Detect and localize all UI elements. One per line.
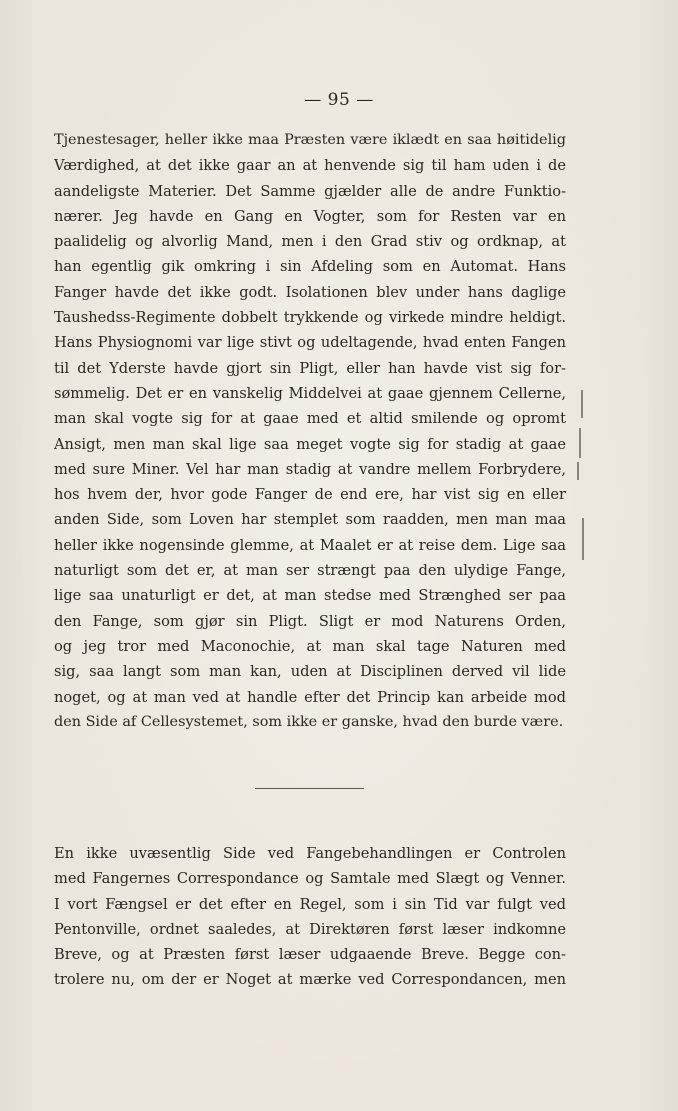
text-line: Hans Physiognomi var lige stivt og udeltagende, hvad enten Fangen: [54, 334, 566, 352]
text-line: trolere nu, om der er Noget at mærke ved Correspondancen, men: [54, 971, 566, 989]
text-line: med sure Miner. Vel har man stadig at vandre mellem Forbrydere,: [54, 460, 566, 478]
text-line: til det Yderste havde gjort sin Pligt, eller han havde vist sig for-: [54, 359, 566, 377]
text-line: man skal vogte sig for at gaae med et altid smilende og opromt: [54, 410, 566, 428]
text-line: aandeligste Materier. Det Samme gjælder alle de andre Funktio-: [54, 182, 566, 200]
text-line: med Fangernes Correspondance og Samtale med Slægt og Venner.: [54, 870, 566, 888]
text-line: den Side af Cellesystemet, som ikke er ganske, hvad den burde være.: [54, 713, 564, 730]
text-line: den Fange, som gjør sin Pligt. Sligt er mod Naturens Orden,: [54, 612, 566, 630]
section-divider: [255, 788, 364, 789]
page-number: — 95 —: [304, 90, 374, 110]
text-line: heller ikke nogensinde glemme, at Maalet er at reise dem. Lige saa: [54, 536, 566, 554]
text-line: og jeg tror med Maconochie, at man skal tage Naturen med: [54, 637, 566, 655]
text-line: noget, og at man ved at handle efter det Princip kan arbeide mod: [54, 688, 566, 706]
text-line: I vort Fængsel er det efter en Regel, som i sin Tid var fulgt ved: [54, 895, 566, 913]
margin-mark: [581, 390, 583, 418]
text-line: Taushedss-Regimente dobbelt trykkende og virkede mindre heldigt.: [54, 309, 566, 327]
text-line: han egentlig gik omkring i sin Afdeling som en Automat. Hans: [54, 258, 566, 276]
margin-mark: [577, 462, 579, 480]
paragraph-2: [54, 841, 566, 993]
text-line: anden Side, som Loven har stemplet som raadden, men man maa: [54, 511, 566, 529]
text-line: En ikke uvæsentlig Side ved Fangebehandlingen er Controlen: [54, 845, 566, 862]
text-line: lige saa unaturligt er det, at man stedse med Strænghed ser paa: [54, 587, 566, 605]
text-line: Ansigt, men man skal lige saa meget vogte sig for stadig at gaae: [54, 435, 566, 453]
margin-mark: [579, 428, 581, 458]
text-line: Tjenestesager, heller ikke maa Præsten være iklædt en saa høitidelig: [54, 132, 566, 148]
text-line: naturligt som det er, at man ser strængt paa den ulydige Fange,: [54, 562, 566, 580]
text-line: hos hvem der, hvor gode Fanger de end ere, har vist sig en eller: [54, 486, 566, 504]
text-line: Værdighed, at det ikke gaar an at henvende sig til ham uden i de: [54, 157, 566, 175]
text-line: sømmelig. Det er en vanskelig Middelvei at gaae gjennem Cellerne,: [54, 384, 566, 402]
text-line: Pentonville, ordnet saaledes, at Direktøren først læser indkomne: [54, 920, 566, 938]
text-line: Breve, og at Præsten først læser udgaaende Breve. Begge con-: [54, 946, 566, 964]
text-line: paalidelig og alvorlig Mand, men i den Grad stiv og ordknap, at: [54, 233, 566, 251]
text-line: Fanger havde det ikke godt. Isolationen blev under hans daglige: [54, 283, 566, 301]
paragraph-1: [54, 128, 566, 735]
text-line: nærer. Jeg havde en Gang en Vogter, som for Resten var en: [54, 207, 566, 225]
margin-mark: [582, 518, 584, 560]
text-line: sig, saa langt som man kan, uden at Disciplinen derved vil lide: [54, 663, 566, 681]
